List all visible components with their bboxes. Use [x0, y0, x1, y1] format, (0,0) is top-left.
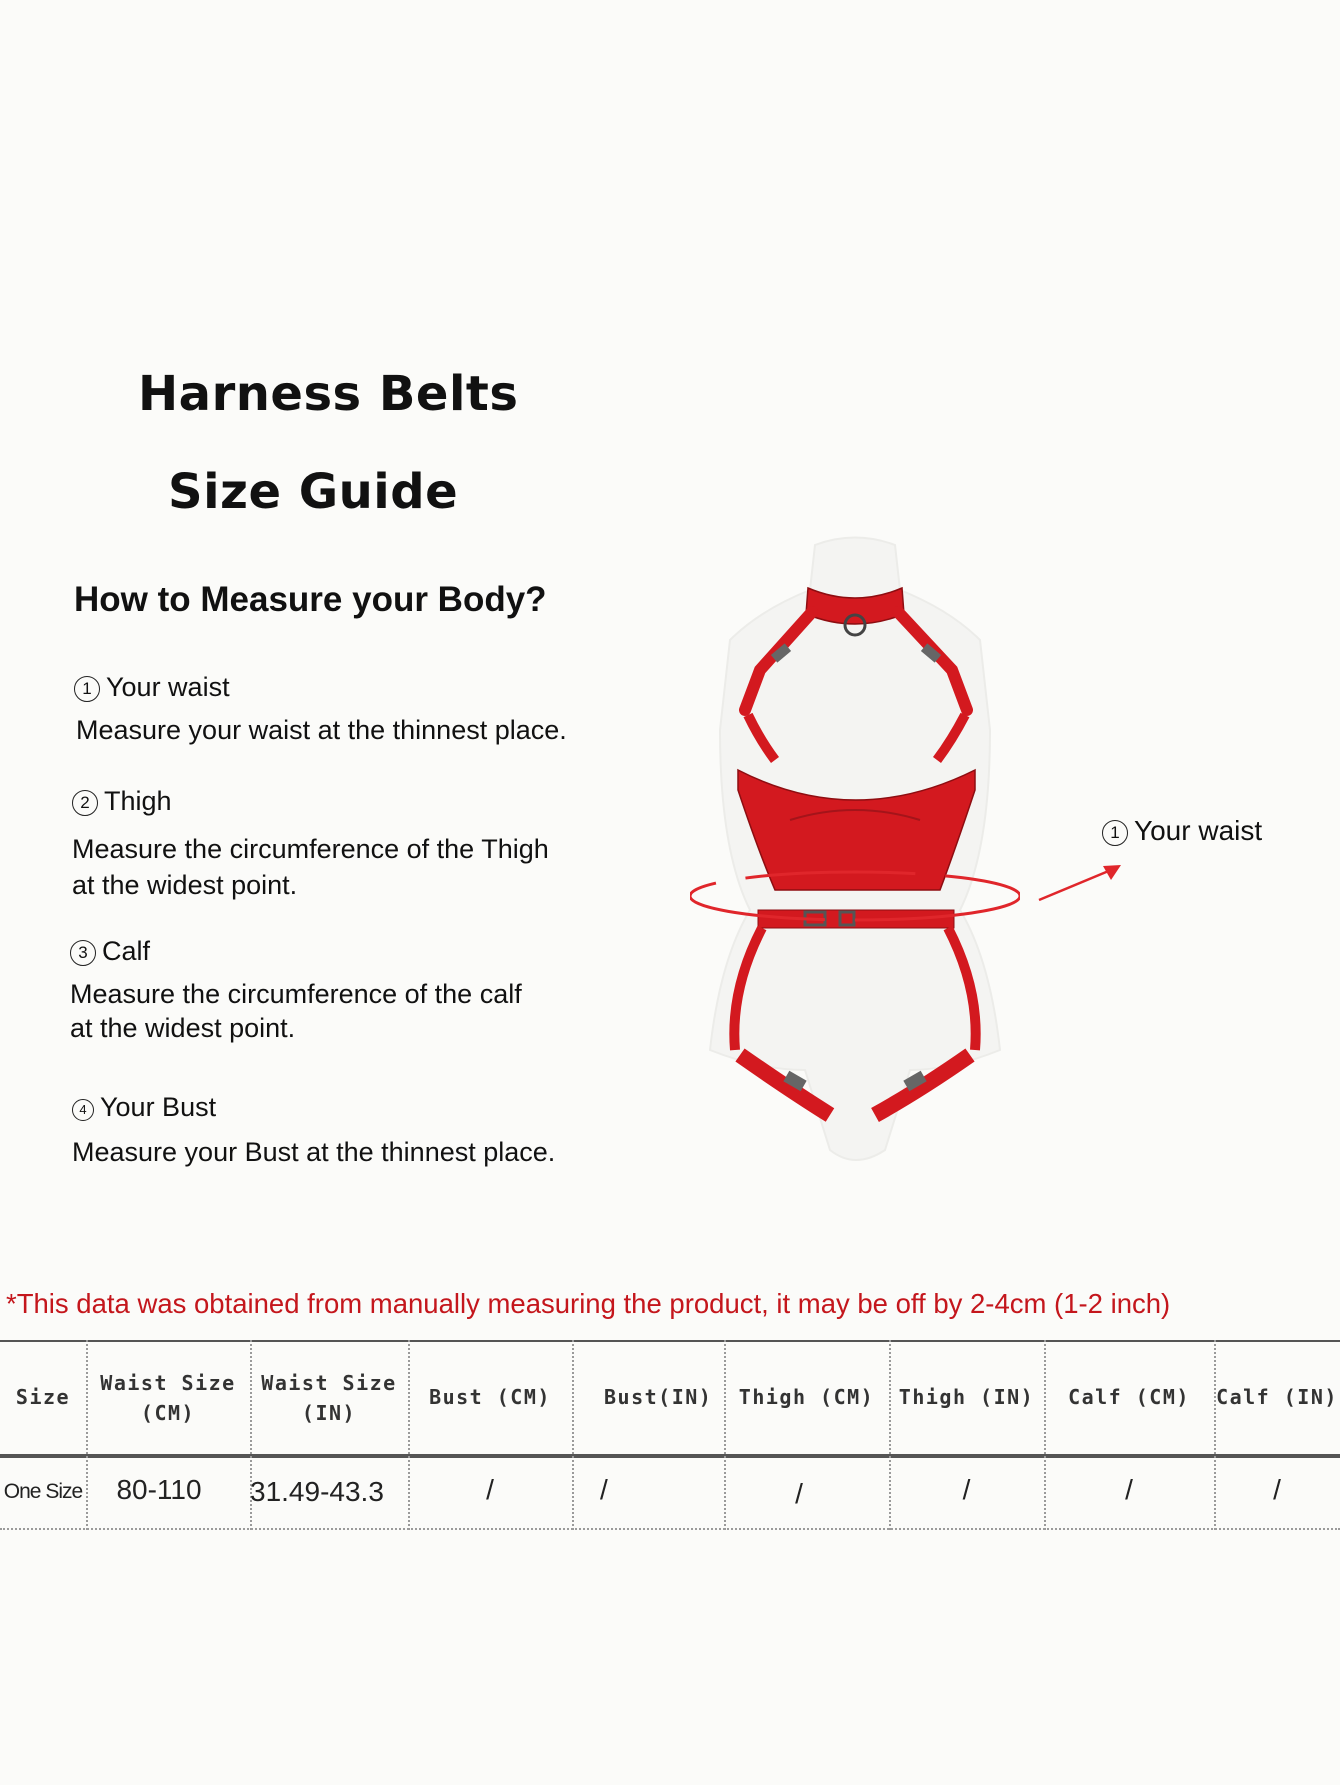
cell-thigh-cm: /	[795, 1478, 803, 1509]
size-table	[0, 1340, 1340, 1530]
header-bust-in: Bust(IN)	[604, 1385, 713, 1409]
header-calf-in: Calf (IN)	[1216, 1385, 1338, 1409]
instruction-thigh-desc-1: Measure the circumference of the Thigh	[72, 834, 549, 864]
instructions-heading: How to Measure your Body?	[74, 580, 547, 619]
instruction-calf-desc-2: at the widest point.	[70, 1013, 296, 1043]
instruction-bust-label: 4 Your Bust	[72, 1092, 216, 1123]
cell-calf-cm: /	[1125, 1474, 1133, 1505]
cell-calf-in: /	[1273, 1474, 1281, 1505]
instruction-waist-label: 1 Your waist	[74, 672, 230, 703]
waist-callout: 1 Your waist	[1102, 815, 1262, 847]
measurement-note: *This data was obtained from manually measuring the product, it may be off by 2-4cm (1-2 inch)	[6, 1288, 1171, 1319]
number-1-callout-icon: 1	[1102, 820, 1128, 846]
header-thigh-in: Thigh (IN)	[898, 1385, 1035, 1409]
cell-thigh-in: /	[962, 1474, 971, 1505]
header-waist-in: Waist Size (IN)	[261, 1371, 397, 1425]
header-bust-cm: Bust (CM)	[429, 1385, 551, 1409]
instruction-thigh-label: 2 Thigh	[72, 786, 172, 817]
cell-size: One Size	[3, 1480, 83, 1503]
cell-bust-in: /	[600, 1474, 608, 1505]
header-waist-cm: Waist Size (CM)	[100, 1371, 236, 1425]
number-2-icon: 2	[72, 790, 98, 816]
instruction-calf-desc-1: Measure the circumference of the calf	[70, 979, 522, 1009]
page-title: Harness Belts	[138, 366, 519, 422]
cell-bust-cm: /	[486, 1474, 494, 1505]
header-calf-cm: Calf (CM)	[1068, 1385, 1190, 1409]
page-subtitle: Size Guide	[168, 464, 459, 520]
waist-arrow-icon	[1035, 860, 1125, 905]
cell-waist-in: 31.49-43.3	[250, 1476, 384, 1507]
number-3-icon: 3	[70, 940, 96, 966]
instruction-thigh-desc-2: at the widest point.	[72, 870, 298, 900]
harness-illustration	[690, 530, 1020, 1220]
cell-waist-cm: 80-110	[116, 1474, 202, 1505]
header-thigh-cm: Thigh (CM)	[738, 1385, 875, 1409]
instruction-waist-desc: Measure your waist at the thinnest place.	[76, 715, 567, 745]
instruction-bust-desc: Measure your Bust at the thinnest place.	[72, 1137, 556, 1167]
instruction-calf-label: 3 Calf	[70, 936, 150, 967]
number-1-icon: 1	[74, 676, 100, 702]
number-4-icon: 4	[72, 1099, 94, 1121]
header-size: Size	[15, 1385, 71, 1409]
